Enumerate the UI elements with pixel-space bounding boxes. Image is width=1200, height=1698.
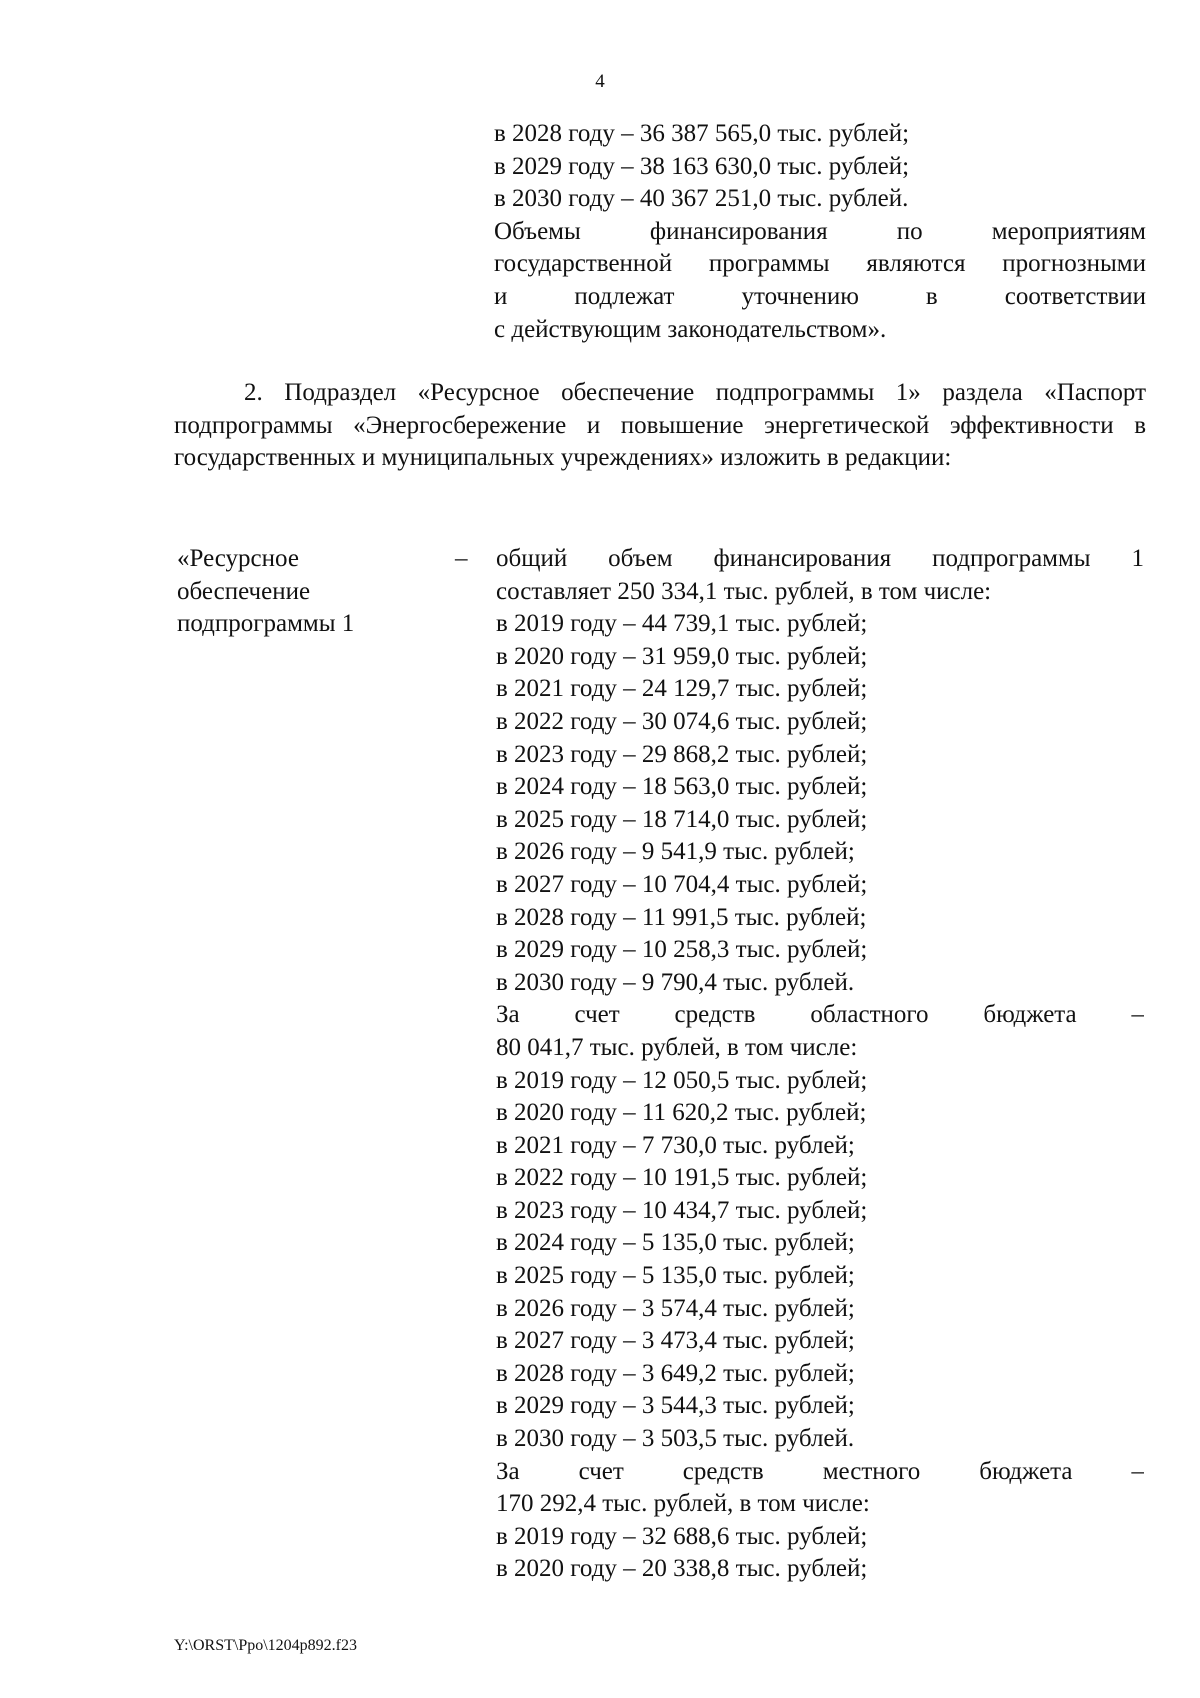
passport-value-line: в 2022 году – 30 074,6 тыс. рублей; [496,707,868,735]
top-funding-block [494,118,1146,346]
passport-value-line: общий объем финансирования подпрограммы 1 [496,545,1144,572]
passport-value-line: в 2021 году – 7 730,0 тыс. рублей; [496,1131,855,1159]
passport-value-line: в 2027 году – 3 473,4 тыс. рублей; [496,1327,855,1355]
passport-value-line: в 2019 году – 44 739,1 тыс. рублей; [496,610,868,638]
top-line: государственной программы являются прогнозными [494,250,1146,278]
passport-values [496,543,1144,1586]
passport-value-line: в 2024 году – 5 135,0 тыс. рублей; [496,1229,855,1257]
passport-value-line: составляет 250 334,1 тыс. рублей, в том числе: [496,577,992,605]
passport-label [177,543,437,641]
passport-value-line: в 2020 году – 31 959,0 тыс. рублей; [496,642,868,670]
passport-value-line: в 2019 году – 12 050,5 тыс. рублей; [496,1066,868,1094]
top-line: в 2030 году – 40 367 251,0 тыс. рублей. [494,185,909,213]
passport-value-line: в 2019 году – 32 688,6 тыс. рублей; [496,1522,868,1550]
passport-value-line: в 2020 году – 20 338,8 тыс. рублей; [496,1555,868,1583]
passport-value-line: в 2020 году – 11 620,2 тыс. рублей; [496,1099,867,1127]
page-number: 4 [595,71,605,92]
passport-value-line: в 2025 году – 5 135,0 тыс. рублей; [496,1262,855,1290]
passport-value-line: в 2029 году – 10 258,3 тыс. рублей; [496,936,868,964]
passport-value-line: в 2027 году – 10 704,4 тыс. рублей; [496,870,868,898]
passport-value-line: в 2024 году – 18 563,0 тыс. рублей; [496,773,868,801]
passport-value-line: За счет средств областного бюджета – [496,1001,1144,1029]
footer-file-path: Y:\ORST\Ppo\1204p892.f23 [174,1637,357,1654]
passport-value-line: 80 041,7 тыс. рублей, в том числе: [496,1033,858,1061]
passport-value-line: в 2026 году – 9 541,9 тыс. рублей; [496,838,855,866]
top-line: и подлежат уточнению в соответствии [494,282,1146,310]
top-line: Объемы финансирования по мероприятиям [494,217,1146,245]
passport-value-line: 170 292,4 тыс. рублей, в том числе: [496,1490,870,1518]
top-line: в 2028 году – 36 387 565,0 тыс. рублей; [494,120,910,147]
top-line: в 2029 году – 38 163 630,0 тыс. рублей; [494,152,910,180]
passport-value-line: в 2028 году – 11 991,5 тыс. рублей; [496,903,867,931]
top-line: с действующим законодательством». [494,315,887,343]
passport-value-line: в 2022 году – 10 191,5 тыс. рублей; [496,1164,868,1192]
passport-value-line: в 2023 году – 10 434,7 тыс. рублей; [496,1196,868,1224]
passport-dash: – [455,545,468,572]
passport-value-line: в 2028 году – 3 649,2 тыс. рублей; [496,1359,855,1387]
passport-label-line: «Ресурсное [177,545,299,572]
passport-label-line: обеспечение [177,577,311,605]
passport-value-line: в 2021 году – 24 129,7 тыс. рублей; [496,675,868,703]
passport-value-line: в 2023 году – 29 868,2 тыс. рублей; [496,740,868,768]
passport-label-line: подпрограммы 1 [177,610,355,638]
intro-paragraph: 2. Подраздел «Ресурсное обеспечение подпрограммы 1» раздела «Паспорт подпрограммы «Энергосбережение и повышение энергетической эффективности в государственных и муниципальных учреждениях» изложить в редакции: [174,379,1146,472]
passport-value-line: в 2029 году – 3 544,3 тыс. рублей; [496,1392,855,1420]
passport-value-line: в 2030 году – 3 503,5 тыс. рублей. [496,1425,855,1453]
passport-value-line: в 2025 году – 18 714,0 тыс. рублей; [496,805,868,833]
passport-value-line: За счет средств местного бюджета – [496,1457,1144,1485]
passport-value-line: в 2030 году – 9 790,4 тыс. рублей. [496,968,855,996]
passport-value-line: в 2026 году – 3 574,4 тыс. рублей; [496,1294,855,1322]
